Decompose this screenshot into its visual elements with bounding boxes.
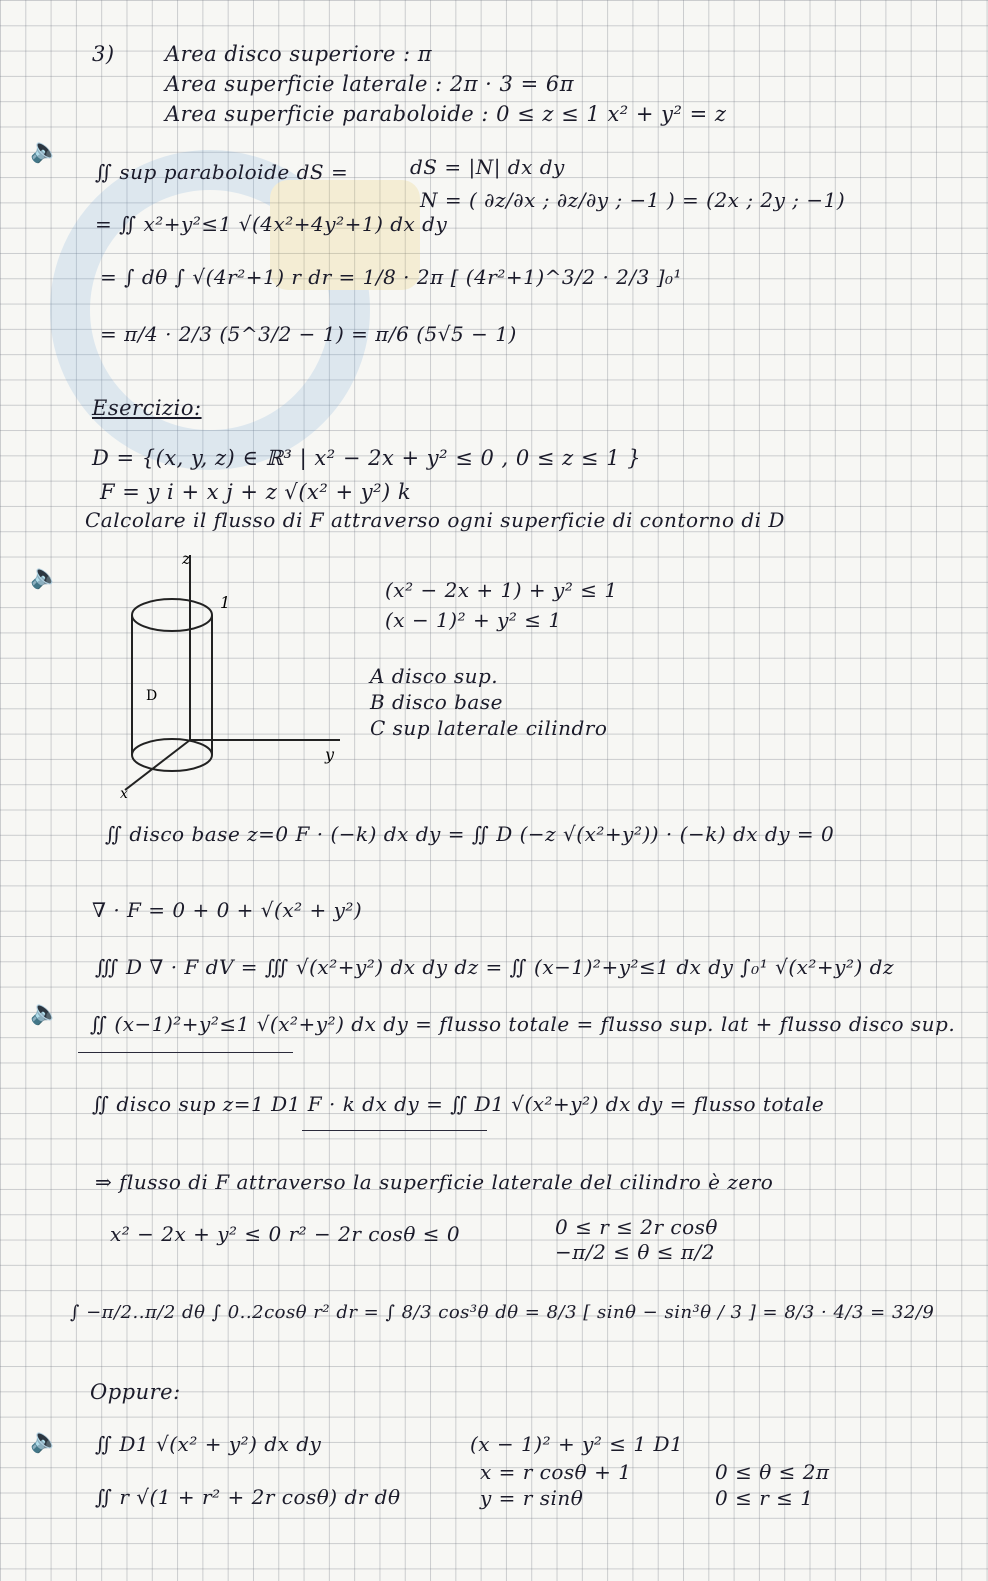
alt-x: x = r cosθ + 1 (480, 1460, 632, 1484)
item-1: Area disco superiore : π (165, 42, 433, 66)
height-label: 1 (220, 593, 231, 612)
underline (78, 1052, 293, 1053)
alt-circle: (x − 1)² + y² ≤ 1 D1 (470, 1432, 684, 1456)
ds-formula: dS = |N| dx dy (410, 155, 565, 179)
alt-y: y = r sinθ (480, 1486, 584, 1510)
alt-integral-1: ∬ D1 √(x² + y²) dx dy (95, 1432, 322, 1456)
axis-z-label: z (182, 550, 191, 568)
legend-a: A disco sup. (370, 664, 499, 688)
integral-line-3: = ∫ dθ ∫ √(4r²+1) r dr = 1/8 · 2π [ (4r²+1)^3/2 · 2/3 ]₀¹ (100, 265, 683, 289)
integral-line-2: = ∬ x²+y²≤1 √(4x²+4y²+1) dx dy (95, 212, 448, 236)
section-number: 3) (92, 42, 115, 66)
gauss-theorem: ∭ D ∇ · F dV = ∭ √(x²+y²) dx dy dz = ∬ (x−1)²+y²≤1 dx dy ∫₀¹ √(x²+y²) dz (95, 955, 894, 979)
axis-y-label: y (325, 745, 335, 764)
speaker-icon[interactable]: 🔈 (30, 1426, 60, 1454)
surface-integral: ∬ sup paraboloide dS = (95, 160, 349, 184)
legend-c: C sup laterale cilindro (370, 716, 608, 740)
speaker-icon[interactable]: 🔈 (30, 998, 60, 1026)
region-label: D (146, 688, 158, 704)
task-statement: Calcolare il flusso di F attraverso ogni superficie di contorno di D (85, 508, 785, 532)
legend-b: B disco base (370, 690, 503, 714)
top-disk-flux: ∬ disco sup z=1 D1 F · k dx dy = ∬ D1 √(x²+y²) dx dy = flusso totale (92, 1092, 825, 1116)
conclusion: ⇒ flusso di F attraverso la superficie laterale del cilindro è zero (95, 1170, 774, 1194)
axis-x-label: x (120, 786, 128, 800)
alt-theta-range: 0 ≤ θ ≤ 2π (715, 1460, 830, 1484)
item-2: Area superficie laterale : 2π · 3 = 6π (165, 72, 574, 96)
divergence: ∇ · F = 0 + 0 + √(x² + y²) (92, 898, 363, 922)
alt-r-range: 0 ≤ r ≤ 1 (715, 1486, 814, 1510)
vector-field: F = y i + x j + z √(x² + y²) k (100, 480, 412, 504)
domain-definition: D = {(x, y, z) ∈ ℝ³ | x² − 2x + y² ≤ 0 , 0 ≤ z ≤ 1 } (92, 446, 642, 470)
alt-integral-2: ∬ r √(1 + r² + 2r cosθ) dr dθ (95, 1485, 401, 1509)
exercise-title: Esercizio: (92, 396, 202, 420)
underline (302, 1130, 487, 1131)
polar-range-r: 0 ≤ r ≤ 2r cosθ (555, 1215, 718, 1239)
base-flux: ∬ disco base z=0 F · (−k) dx dy = ∬ D (−z √(x²+y²)) · (−k) dx dy = 0 (105, 822, 835, 846)
oppure-label: Oppure: (90, 1380, 181, 1404)
polar-range-theta: −π/2 ≤ θ ≤ π/2 (555, 1240, 715, 1264)
polar-integral: ∫ −π/2..π/2 dθ ∫ 0..2cosθ r² dr = ∫ 8/3 cos³θ dθ = 8/3 [ sinθ − sin³θ / 3 ] = 8/3 · 4/3 = 32/9 (70, 1302, 935, 1323)
circle-eq-2: (x − 1)² + y² ≤ 1 (385, 608, 562, 632)
speaker-icon[interactable]: 🔈 (30, 136, 60, 164)
circle-eq-1: (x² − 2x + 1) + y² ≤ 1 (385, 578, 618, 602)
total-flux: ∬ (x−1)²+y²≤1 √(x²+y²) dx dy = flusso totale = flusso sup. lat + flusso disco sup. (90, 1012, 956, 1036)
integral-line-4: = π/4 · 2/3 (5^3/2 − 1) = π/6 (5√5 − 1) (100, 322, 517, 346)
item-3: Area superficie paraboloide : 0 ≤ z ≤ 1 x² + y² = z (165, 102, 727, 126)
cylinder-figure (110, 550, 360, 800)
normal-vector: N = ( ∂z/∂x ; ∂z/∂y ; −1 ) = (2x ; 2y ; −1) (420, 188, 846, 212)
polar-condition: x² − 2x + y² ≤ 0 r² − 2r cosθ ≤ 0 (110, 1222, 461, 1246)
speaker-icon[interactable]: 🔈 (30, 562, 60, 590)
